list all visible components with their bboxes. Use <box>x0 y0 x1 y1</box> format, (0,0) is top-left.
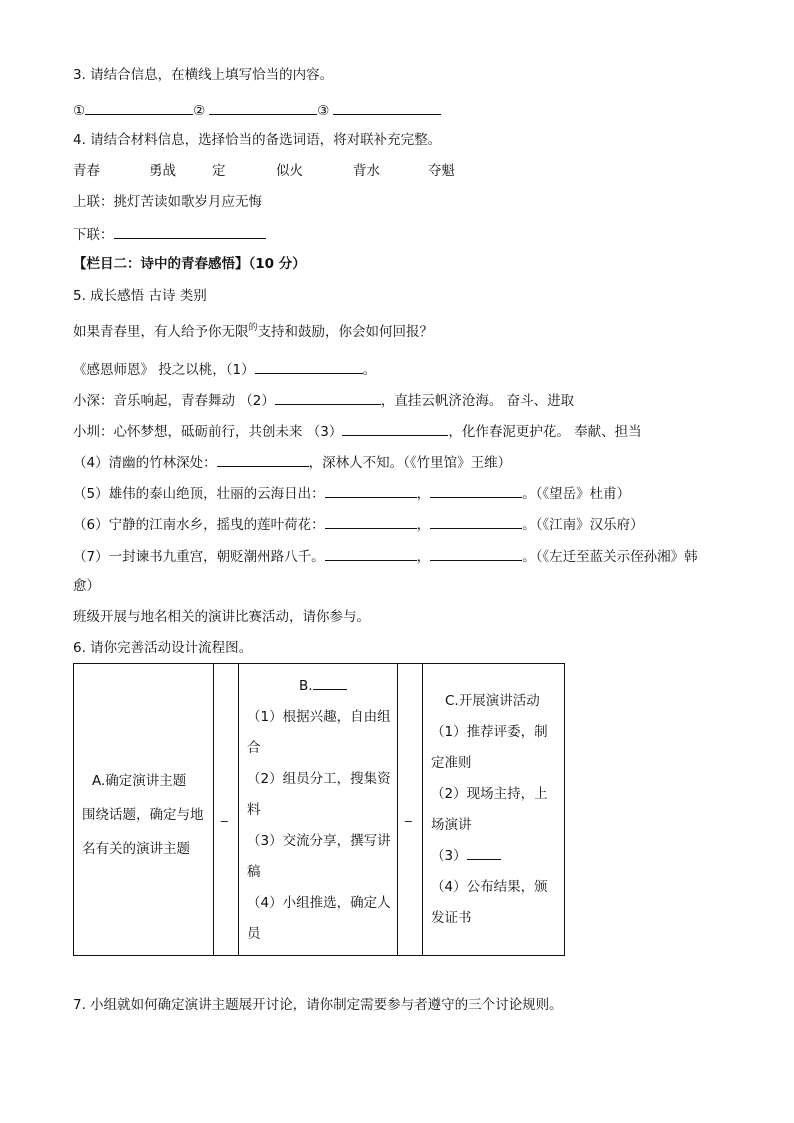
q5-blank-4[interactable] <box>217 452 309 467</box>
q5-line-7 <box>73 546 698 566</box>
q7-prompt: 7. 小组就如何确定演讲主题展开讨论，请你制定需要参与者遵守的三个讨论规则。 <box>73 997 563 1013</box>
box-b-line: 员 <box>247 926 261 942</box>
q5-line-text: （7）一封谏书九重宫，朝贬潮州路八千。 <box>73 549 325 565</box>
q4-option: 青春 <box>73 163 100 179</box>
q5-blank-7a[interactable] <box>325 546 417 561</box>
q5-line-text: 小圳：心怀梦想，砥砺前行，共创未来 （3） <box>73 424 343 440</box>
q5-blank-1[interactable] <box>255 359 363 374</box>
q5-line-5 <box>73 483 630 503</box>
section-title: 【栏目二：诗中的青春感悟】（10 分） <box>73 256 306 272</box>
q3-mark-3: ③ <box>317 103 330 119</box>
q5-blank-6a[interactable] <box>325 514 417 529</box>
q3-blank-1[interactable] <box>85 100 193 115</box>
box-b-blank[interactable] <box>313 675 347 690</box>
box-b-line: （1）根据兴趣，自由组 <box>247 709 391 725</box>
q4-option: 勇战 <box>149 163 176 179</box>
box-b-line: （2）组员分工，搜集资 <box>247 771 391 787</box>
q5-line-2 <box>73 390 574 410</box>
box-c-line: （1）推荐评委，制 <box>431 724 548 740</box>
box-b-line: （3）交流分享，撰写讲 <box>247 833 391 849</box>
activity-intro: 班级开展与地名相关的演讲比赛活动，请你参与。 <box>73 609 370 625</box>
q5-line-1 <box>73 359 376 379</box>
box-c-line: 场演讲 <box>431 817 472 833</box>
q4-lower-couplet <box>73 224 266 244</box>
flow-box-b <box>239 664 398 955</box>
q5-line-text-end: ，深林人不知。（《竹里馆》王维） <box>308 455 512 471</box>
q5-line-text-end: 。（《左迁至蓝关示侄孙湘》韩 <box>522 549 698 565</box>
q5-line-7-wrap: 愈） <box>73 578 100 594</box>
q5-line-text: 《感恩师恩》 投之以桃，（1） <box>73 362 255 378</box>
arrow-2-mark: _ <box>405 807 412 823</box>
q5-line-text-end: ，直挂云帆济沧海。 奋斗、进取 <box>380 393 575 409</box>
box-c-line: （4）公布结果，颁 <box>431 879 548 895</box>
q3-blanks <box>73 100 441 120</box>
q5-blank-2[interactable] <box>275 390 381 405</box>
box-b-title <box>299 671 391 702</box>
box-b-line: 稿 <box>247 864 261 880</box>
box-a-title: A.确定演讲主题 <box>92 773 187 789</box>
q5-intro-sup: 的 <box>248 323 258 333</box>
q4-option: 定 <box>212 163 226 179</box>
q5-line-text-end: 。（《江南》汉乐府） <box>522 517 644 533</box>
q3-blank-3[interactable] <box>333 100 441 115</box>
q5-line-text: 小深：音乐响起，青春舞动 （2） <box>73 393 275 409</box>
box-b-line: （4）小组推选，确定人 <box>247 895 391 911</box>
box-c-line: 发证书 <box>431 910 472 926</box>
q5-blank-3[interactable] <box>342 421 448 436</box>
q6-prompt: 6. 请你完善活动设计流程图。 <box>73 640 253 656</box>
q5-header: 5. 成长感悟 古诗 类别 <box>73 288 207 304</box>
box-c-line <box>431 841 548 872</box>
q5-blank-7b[interactable] <box>430 546 522 561</box>
arrow-1-mark: _ <box>221 807 228 823</box>
q5-blank-5b[interactable] <box>430 483 522 498</box>
q5-blank-5a[interactable] <box>325 483 417 498</box>
q5-line-text: （6）宁静的江南水乡，摇曳的莲叶荷花： <box>73 517 325 533</box>
q5-intro-text: 如果青春里，有人给予你无限 <box>73 324 249 340</box>
q5-line-4 <box>73 452 511 472</box>
q5-line-text-end: 。 <box>362 362 377 378</box>
q4-lower-label: 下联： <box>73 227 114 243</box>
box-b-line: 料 <box>247 802 261 818</box>
q4-option: 背水 <box>353 163 380 179</box>
q3-blank-2[interactable] <box>209 100 317 115</box>
q4-lower-blank[interactable] <box>114 224 266 239</box>
q3-mark-1: ① <box>73 103 86 119</box>
q4-upper-couplet: 上联：挑灯苦读如歌岁月应无悔 <box>73 194 262 210</box>
q5-intro-text-end: 支持和鼓励，你会如何回报？ <box>257 324 434 340</box>
q5-line-text: （4）清幽的竹林深处： <box>73 455 217 471</box>
box-c-line: 定准则 <box>431 755 472 771</box>
flow-box-c <box>423 664 564 955</box>
q5-line-text: （5）雄伟的泰山绝顶，壮丽的云海日出： <box>73 486 325 502</box>
q5-line-text-end: ，化作春泥更护花。 奉献、担当 <box>448 424 642 440</box>
q3-mark-2: ② <box>193 103 206 119</box>
q5-blank-6b[interactable] <box>430 514 522 529</box>
flow-box-a <box>74 664 214 955</box>
box-a-line: 名有关的演讲主题 <box>82 841 190 857</box>
q5-line-3 <box>73 421 642 441</box>
q4-options <box>73 162 493 180</box>
q4-prompt: 4. 请结合材料信息，选择恰当的备选词语，将对联补充完整。 <box>73 132 442 148</box>
box-b-line: 合 <box>247 740 261 756</box>
q4-option: 夺魁 <box>428 163 455 179</box>
flow-arrow-2 <box>398 664 423 955</box>
flow-arrow-1 <box>214 664 239 955</box>
q4-option: 似火 <box>276 163 303 179</box>
box-c-title: C.开展演讲活动 <box>445 693 540 709</box>
box-c-item: （3） <box>431 848 467 864</box>
box-b-label: B. <box>299 678 313 694</box>
q5-line-text-end: 。（《望岳》杜甫） <box>522 486 631 502</box>
box-c-line: （2）现场主持，上 <box>431 786 548 802</box>
q5-line-sep: ， <box>416 517 431 533</box>
box-a-line: 围绕话题，确定与地 <box>82 807 204 823</box>
q5-intro <box>73 323 433 343</box>
q5-line-sep: ， <box>416 486 431 502</box>
q5-line-sep: ， <box>416 549 431 565</box>
box-c-blank[interactable] <box>467 845 501 860</box>
activity-flowchart <box>73 663 565 956</box>
q5-line-6 <box>73 514 644 534</box>
q3-prompt: 3. 请结合信息，在横线上填写恰当的内容。 <box>73 67 334 83</box>
